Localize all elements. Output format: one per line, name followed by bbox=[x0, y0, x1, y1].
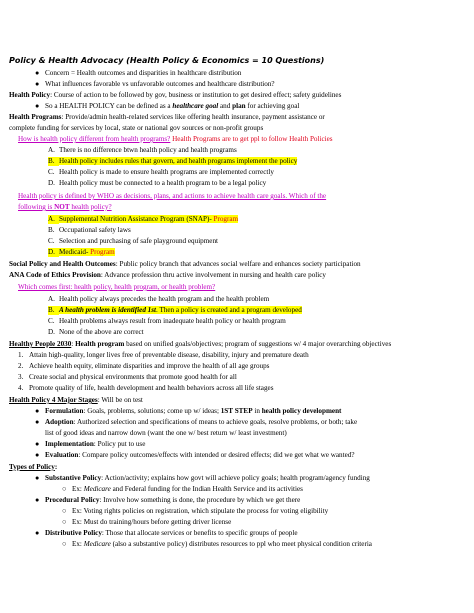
numbered-item: 4. Promote quality of life, health development and health behaviors across all life stages bbox=[18, 384, 274, 392]
ana-code-definition: ANA Code of Ethics Provision: Advance profession thru active involvement in nursing and health care policy bbox=[9, 271, 326, 279]
list-item: ● So a HEALTH POLICY can be defined as a healthcare goal and plan for achieving goal bbox=[35, 102, 300, 110]
bullet-icon: ● bbox=[35, 496, 40, 504]
list-item: ● Procedural Policy: Involve how something is done, the procedure by which we get there bbox=[35, 496, 301, 504]
bullet-icon: ● bbox=[35, 451, 40, 459]
answer-option-correct: A. Supplemental Nutrition Assistance Program (SNAP)- Program bbox=[48, 215, 239, 223]
paragraph-line: list of good ideas and narrow down (want the one w/ best return w/ least investment) bbox=[45, 429, 287, 437]
bullet-icon: ● bbox=[35, 418, 40, 426]
list-item: ● Concern = Health outcomes and disparities in healthcare distribution bbox=[35, 69, 242, 77]
bullet-icon: ● bbox=[35, 407, 40, 415]
health-policy-definition: Health Policy: Course of action to be followed by gov, business or institution to get desired effect; safety guidelines bbox=[9, 91, 342, 99]
paragraph-line: complete funding for services by local, state or national gov sources or non-profit groups bbox=[9, 124, 264, 132]
bullet-icon: ● bbox=[35, 440, 40, 448]
answer-option: D. Health policy must be connected to a health program to be a legal policy bbox=[48, 179, 267, 187]
numbered-item: 1. Attain high-quality, longer lives free of preventable disease, disability, injury and premature death bbox=[18, 351, 309, 359]
question-2-line-2: following is NOT health policy? bbox=[18, 203, 112, 211]
circle-bullet-icon: ○ bbox=[62, 485, 67, 493]
circle-bullet-icon: ○ bbox=[62, 540, 67, 548]
answer-option: C. Health problems always result from inadequate health policy or health program bbox=[48, 317, 286, 325]
bullet-icon: ● bbox=[35, 102, 40, 110]
page-title: Policy & Health Advocacy (Health Policy & Economics = 10 Questions) bbox=[9, 56, 325, 65]
list-item: ● What influences favorable vs unfavorable outcomes and healthcare distribution? bbox=[35, 80, 275, 88]
circle-bullet-icon: ○ bbox=[62, 518, 67, 526]
section-heading: Health Policy 4 Major Stages: Will be on test bbox=[9, 396, 143, 404]
sub-list-item: ○ Ex: Must do training/hours before getting driver license bbox=[62, 518, 232, 526]
answer-option: D. None of the above are correct bbox=[48, 328, 144, 336]
numbered-item: 3. Create social and physical environments that promote good health for all bbox=[18, 373, 237, 381]
answer-option: B. Occupational safety laws bbox=[48, 226, 131, 234]
circle-bullet-icon: ○ bbox=[62, 507, 67, 515]
numbered-item: 2. Achieve health equity, eliminate disparities and improve the health of all age groups bbox=[18, 362, 270, 370]
list-item: ● Evaluation: Compare policy outcomes/effects with intended or desired effects; did we get what we wanted? bbox=[35, 451, 355, 459]
question-3: Which comes first: health policy, health program, or health problem? bbox=[18, 283, 216, 291]
bullet-icon: ● bbox=[35, 529, 40, 537]
answer-option: C. Selection and purchasing of safe playground equipment bbox=[48, 237, 219, 245]
answer-option-correct: D. Medicaid- Program bbox=[48, 248, 115, 256]
section-heading: Types of Policy: bbox=[9, 463, 58, 471]
question-2: Health policy is defined by WHO as decisions, plans, and actions to achieve health care goals. Which of the bbox=[18, 192, 327, 200]
sub-list-item: ○ Ex: Medicare (also a substantive policy) distributes resources to ppl who meet physical condition criteria bbox=[62, 540, 372, 548]
answer-option: A. Health policy always precedes the health program and the health problem bbox=[48, 295, 270, 303]
bullet-icon: ● bbox=[35, 69, 40, 77]
answer-option: C. Health policy is made to ensure health programs are implemented correctly bbox=[48, 168, 274, 176]
health-programs-definition: Health Programs: Provide/admin health-related services like offering health insurance, payment assistance or bbox=[9, 113, 325, 121]
bullet-icon: ● bbox=[35, 80, 40, 88]
sub-list-item: ○ Ex: Medicare and Federal funding for the Indian Health Service and its activities bbox=[62, 485, 303, 493]
list-item: ● Adoption: Authorized selection and specifications of means to achieve goals, resolve problems, or both; take bbox=[35, 418, 358, 426]
bullet-icon: ● bbox=[35, 474, 40, 482]
answer-option-correct: B. A health problem is identified 1st. Then a policy is created and a program developed bbox=[48, 306, 302, 314]
list-item: ● Implementation: Policy put to use bbox=[35, 440, 146, 448]
social-policy-definition: Social Policy and Health Outcomes: Public policy branch that advances social welfare and enhances society participation bbox=[9, 260, 361, 268]
question-1: How is health policy different from health programs? Health Programs are to get ppl to follow Health Policies bbox=[18, 135, 333, 143]
sub-list-item: ○ Ex: Voting rights policies on registration, which stipulate the process for voting eligibility bbox=[62, 507, 329, 515]
list-item: ● Substantive Policy: Action/activity; explains how govt will achieve policy goals; health program/agency funding bbox=[35, 474, 370, 482]
list-item: ● Distributive Policy: Those that allocate services or benefits to specific groups of people bbox=[35, 529, 298, 537]
healthy-people-2030: Healthy People 2030: Health program based on unified goals/objectives; program of suggestions w/ 4 major overarching objectives bbox=[9, 340, 392, 348]
answer-option-correct: B. Health policy includes rules that govern, and health programs implement the policy bbox=[48, 157, 298, 165]
answer-option: A. There is no difference btwn health policy and health programs bbox=[48, 146, 237, 154]
list-item: ● Formulation: Goals, problems, solutions; come up w/ ideas; 1ST STEP in health policy development bbox=[35, 407, 342, 415]
